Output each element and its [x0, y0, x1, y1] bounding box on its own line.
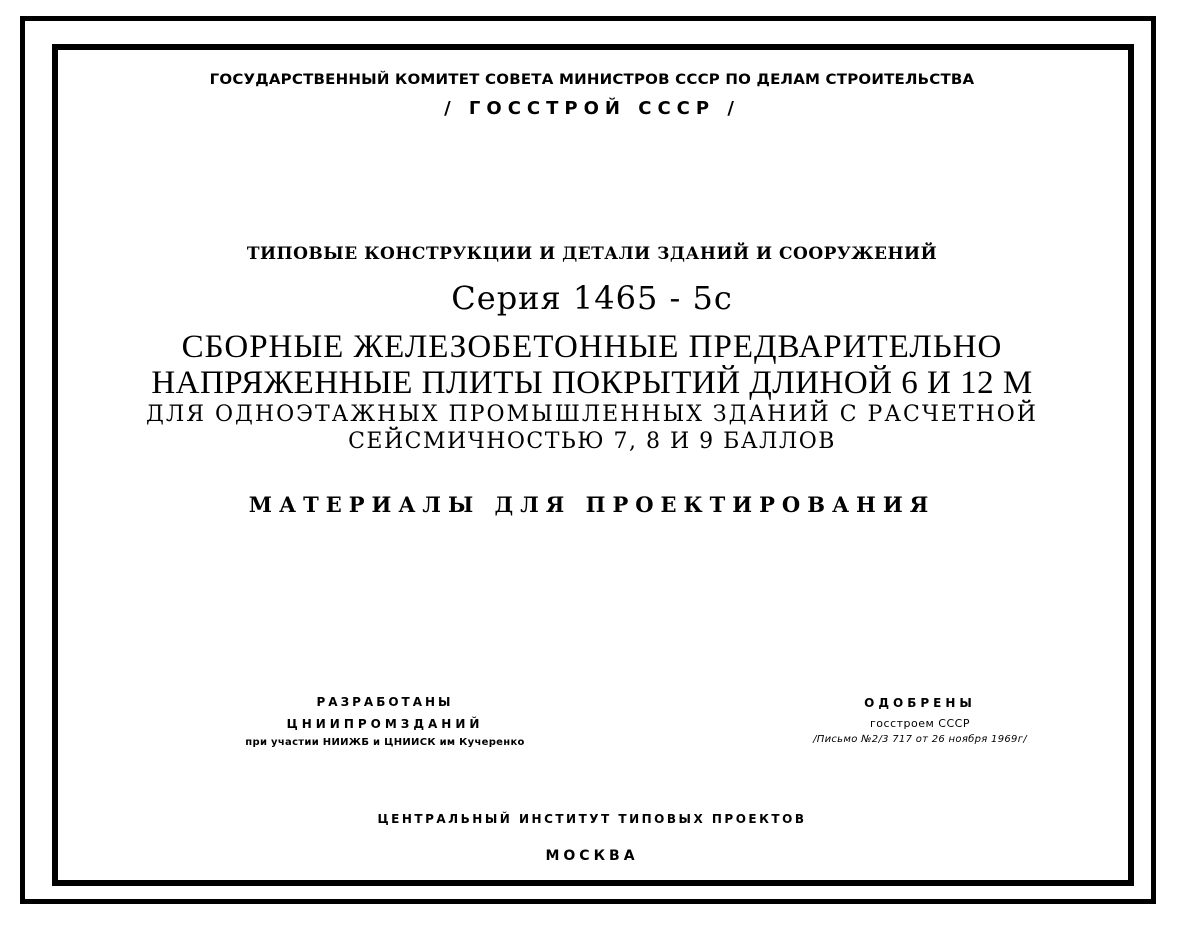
developed-block — [150, 696, 620, 748]
participating-organizations: при участии НИИЖБ и ЦНИИСК им Кучеренко — [245, 737, 525, 748]
publisher-name: ЦЕНТРАЛЬНЫЙ ИНСТИТУТ ТИПОВЫХ ПРОЕКТОВ — [377, 812, 807, 826]
approving-organization: госстроем СССР — [870, 717, 970, 730]
series-heading: ТИПОВЫЕ КОНСТРУКЦИИ И ДЕТАЛИ ЗДАНИЙ И СООРУЖЕНИЙ — [246, 244, 938, 264]
document-subtitle: МАТЕРИАЛЫ ДЛЯ ПРОЕКТИРОВАНИЯ — [248, 492, 936, 517]
publication-city: МОСКВА — [545, 848, 639, 864]
developed-heading: РАЗРАБОТАНЫ — [316, 695, 454, 709]
approved-heading: ОДОБРЕНЫ — [864, 696, 976, 710]
agency-name: ГОСУДАРСТВЕННЫЙ КОМИТЕТ СОВЕТА МИНИСТРОВ СССР ПО ДЕЛАМ СТРОИТЕЛЬСТВА — [209, 70, 975, 88]
agency-abbreviation: / ГОССТРОЙ СССР / — [444, 98, 740, 119]
approved-block — [720, 697, 1120, 745]
developer-organization: ЦНИИПРОМЗДАНИЙ — [286, 717, 484, 731]
approval-letter: /Письмо №2/3 717 от 26 ноября 1969г/ — [813, 734, 1027, 745]
inner-border — [52, 44, 1134, 886]
series-number: Серия 1465 - 5с — [451, 279, 733, 317]
document-title-line-2: НАПРЯЖЕННЫЕ ПЛИТЫ ПОКРЫТИЙ ДЛИНОЙ 6 И 12 М — [151, 365, 1033, 401]
document-title-line-3: ДЛЯ ОДНОЭТАЖНЫХ ПРОМЫШЛЕННЫХ ЗДАНИЙ С РАСЧЕТНОЙ — [146, 402, 1038, 427]
document-title-line-4: СЕЙСМИЧНОСТЬЮ 7, 8 И 9 БАЛЛОВ — [348, 429, 836, 454]
document-title-line-1: СБОРНЫЕ ЖЕЛЕЗОБЕТОННЫЕ ПРЕДВАРИТЕЛЬНО — [181, 329, 1003, 365]
